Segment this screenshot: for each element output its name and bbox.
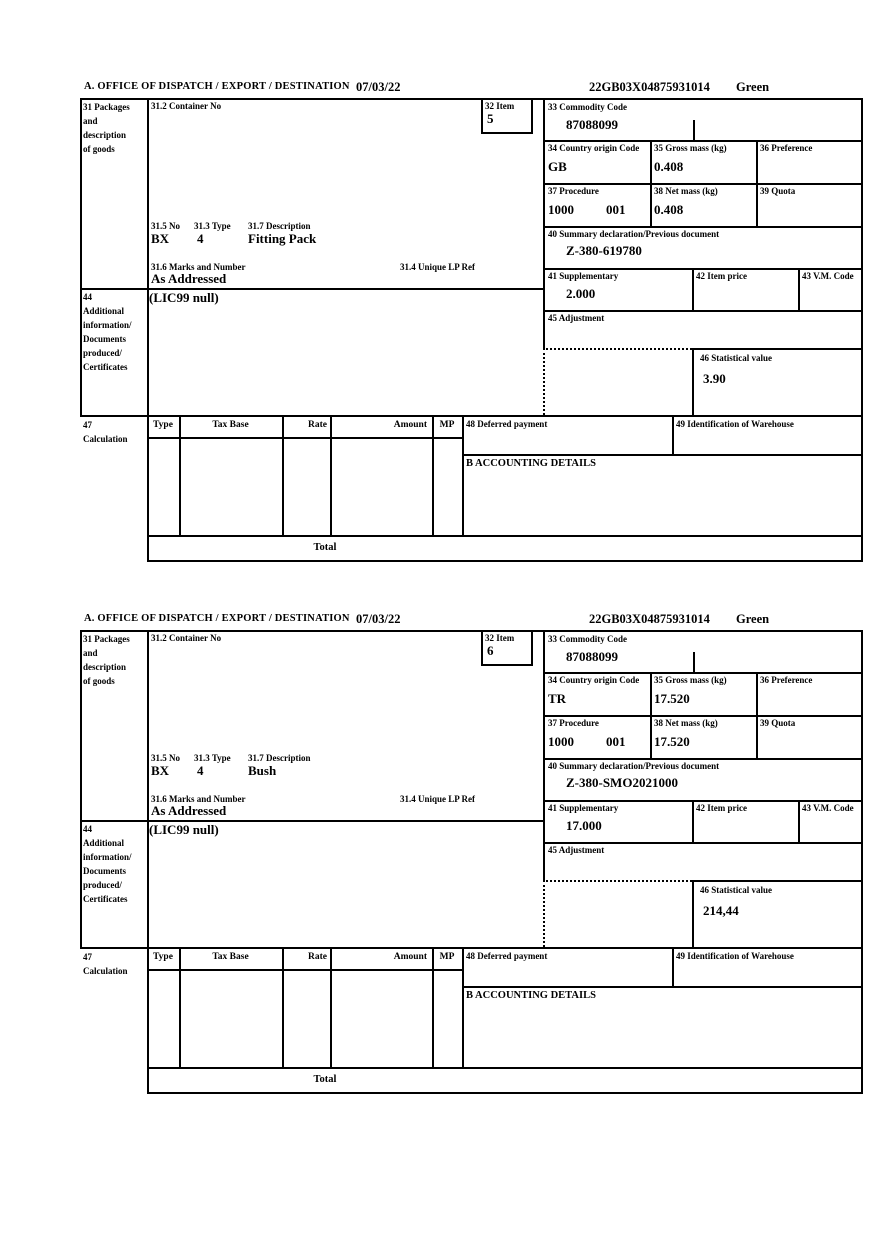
col-header-amount: Amount [393, 420, 427, 430]
divider [147, 560, 863, 562]
gross-mass-value: 17.520 [654, 691, 690, 706]
box44-label-line: information/ [83, 320, 132, 330]
marks-number-label: 31.6 Marks and Number [151, 262, 246, 272]
col-header-mp: MP [439, 952, 455, 962]
declaration-item-section [0, 612, 882, 1112]
preference-label: 36 Preference [760, 143, 813, 153]
divider [147, 437, 462, 439]
unique-lp-ref-label: 31.4 Unique LP Ref [400, 262, 476, 272]
box31-label-line: description [83, 662, 127, 672]
divider [531, 630, 533, 664]
package-type-value: 4 [197, 231, 204, 246]
net-mass-value: 0.408 [654, 202, 684, 217]
divider [80, 415, 863, 417]
container-no-label: 31.2 Container No [151, 101, 222, 111]
dotted-divider [543, 348, 692, 350]
box44-value: (LIC99 null) [149, 822, 219, 837]
warehouse-id-label: 49 Identification of Warehouse [676, 419, 794, 429]
description-value: Fitting Pack [248, 231, 317, 246]
divider [692, 268, 694, 310]
adjustment-label: 45 Adjustment [548, 845, 605, 855]
divider [543, 842, 863, 844]
procedure-label: 37 Procedure [548, 718, 599, 728]
box44-value: (LIC99 null) [149, 290, 219, 305]
statistical-value: 3.90 [703, 371, 726, 386]
statistical-value-label: 46 Statistical value [700, 885, 772, 895]
item-number-value: 6 [487, 643, 494, 658]
divider [481, 664, 533, 666]
divider [650, 672, 652, 758]
item-price-label: 42 Item price [696, 271, 747, 281]
commodity-code-label: 33 Commodity Code [548, 102, 627, 112]
divider [462, 986, 863, 988]
container-no-label: 31.2 Container No [151, 633, 222, 643]
marks-number-value: As Addressed [151, 271, 227, 286]
divider [462, 947, 464, 1067]
procedure-value: 1000 [548, 202, 574, 217]
country-origin-value: GB [548, 159, 567, 174]
divider [798, 800, 800, 842]
box47-label-line: Calculation [83, 966, 128, 976]
package-no-value: BX [151, 763, 170, 778]
box44-label-line: Certificates [83, 362, 128, 372]
box44-label-line: produced/ [83, 880, 122, 890]
dispatch-date: 07/03/22 [356, 80, 401, 94]
divider [543, 226, 863, 228]
box31-label-line: of goods [83, 676, 115, 686]
divider [330, 415, 332, 535]
marks-number-value: As Addressed [151, 803, 227, 818]
supplementary-value: 17.000 [566, 818, 602, 833]
package-type-label: 31.3 Type [194, 753, 231, 763]
divider [179, 415, 181, 535]
divider [672, 947, 674, 986]
col-header-rate: Rate [308, 420, 327, 430]
routing-status: Green [736, 612, 770, 626]
divider [543, 268, 863, 270]
box44-label-line: Additional [83, 306, 125, 316]
mrn-value: 22GB03X04875931014 [589, 612, 710, 626]
procedure-value-2: 001 [606, 202, 626, 217]
divider [692, 800, 694, 842]
box31-label-line: and [83, 116, 98, 126]
col-header-tax-base: Tax Base [212, 952, 249, 962]
col-header-tax-base: Tax Base [212, 420, 249, 430]
gross-mass-label: 35 Gross mass (kg) [654, 143, 727, 153]
country-origin-label: 34 Country origin Code [548, 143, 640, 153]
quota-label: 39 Quota [760, 186, 796, 196]
divider [543, 183, 863, 185]
description-value: Bush [248, 763, 277, 778]
statistical-value-label: 46 Statistical value [700, 353, 772, 363]
item-price-label: 42 Item price [696, 803, 747, 813]
divider [531, 98, 533, 132]
divider [147, 535, 863, 537]
box44-label-line: information/ [83, 852, 132, 862]
divider [543, 715, 863, 717]
country-origin-label: 34 Country origin Code [548, 675, 640, 685]
divider [80, 98, 82, 417]
box31-label-line: and [83, 648, 98, 658]
box44-label-line: 44 [83, 292, 92, 302]
office-of-dispatch-label: A. OFFICE OF DISPATCH / EXPORT / DESTINATION [84, 613, 350, 624]
divider [80, 98, 863, 100]
quota-label: 39 Quota [760, 718, 796, 728]
divider [147, 1067, 863, 1069]
divider [650, 140, 652, 226]
divider [481, 630, 483, 664]
divider [282, 415, 284, 535]
divider [692, 348, 863, 350]
total-label: Total [313, 542, 337, 553]
divider [481, 98, 483, 132]
divider [147, 630, 149, 1094]
divider [861, 630, 863, 1094]
divider [543, 800, 863, 802]
office-of-dispatch-label: A. OFFICE OF DISPATCH / EXPORT / DESTINATION [84, 81, 350, 92]
preference-label: 36 Preference [760, 675, 813, 685]
marks-number-label: 31.6 Marks and Number [151, 794, 246, 804]
previous-document-value: Z-380-619780 [566, 243, 642, 258]
statistical-value: 214,44 [703, 903, 739, 918]
procedure-value-2: 001 [606, 734, 626, 749]
package-type-value: 4 [197, 763, 204, 778]
unique-lp-ref-label: 31.4 Unique LP Ref [400, 794, 476, 804]
box44-label-line: produced/ [83, 348, 122, 358]
box47-label-line: Calculation [83, 434, 128, 444]
col-header-rate: Rate [308, 952, 327, 962]
commodity-code-label: 33 Commodity Code [548, 634, 627, 644]
item-number-value: 5 [487, 111, 494, 126]
commodity-code-value: 87088099 [566, 649, 618, 664]
box31-label-line: 31 Packages [83, 634, 130, 644]
divider [462, 454, 863, 456]
col-header-type: Type [153, 420, 173, 430]
box44-label-line: Certificates [83, 894, 128, 904]
supplementary-label: 41 Supplementary [548, 803, 619, 813]
commodity-code-value: 87088099 [566, 117, 618, 132]
description-label: 31.7 Description [248, 753, 311, 763]
vm-code-label: 43 V.M. Code [802, 271, 854, 281]
divider [543, 758, 863, 760]
mrn-value: 22GB03X04875931014 [589, 80, 710, 94]
accounting-details-label: B ACCOUNTING DETAILS [466, 990, 596, 1001]
divider [179, 947, 181, 1067]
box31-label-line: 31 Packages [83, 102, 130, 112]
divider [692, 880, 694, 947]
divider [692, 880, 863, 882]
divider [693, 120, 695, 140]
total-label: Total [313, 1074, 337, 1085]
adjustment-label: 45 Adjustment [548, 313, 605, 323]
divider [481, 132, 533, 134]
previous-document-label: 40 Summary declaration/Previous document [548, 761, 720, 771]
box44-label-line: Documents [83, 334, 126, 344]
package-no-label: 31.5 No [151, 221, 180, 231]
divider [693, 652, 695, 672]
warehouse-id-label: 49 Identification of Warehouse [676, 951, 794, 961]
divider [80, 630, 82, 949]
dotted-divider [543, 348, 545, 415]
supplementary-label: 41 Supplementary [548, 271, 619, 281]
previous-document-value: Z-380-SMO2021000 [566, 775, 678, 790]
divider [672, 415, 674, 454]
divider [462, 415, 464, 535]
net-mass-value: 17.520 [654, 734, 690, 749]
item-number-label: 32 Item [485, 101, 515, 111]
procedure-label: 37 Procedure [548, 186, 599, 196]
box47-label-line: 47 [83, 952, 92, 962]
net-mass-label: 38 Net mass (kg) [654, 186, 718, 196]
divider [432, 947, 434, 1067]
declaration-item-section [0, 80, 882, 580]
gross-mass-label: 35 Gross mass (kg) [654, 675, 727, 685]
deferred-payment-label: 48 Deferred payment [466, 419, 548, 429]
divider [543, 672, 863, 674]
package-type-label: 31.3 Type [194, 221, 231, 231]
divider [756, 672, 758, 758]
divider [543, 310, 863, 312]
divider [147, 98, 149, 562]
country-origin-value: TR [548, 691, 567, 706]
description-label: 31.7 Description [248, 221, 311, 231]
routing-status: Green [736, 80, 770, 94]
divider [147, 969, 462, 971]
col-header-type: Type [153, 952, 173, 962]
box44-label-line: Documents [83, 866, 126, 876]
dispatch-date: 07/03/22 [356, 612, 401, 626]
divider [80, 630, 863, 632]
divider [543, 98, 545, 348]
box47-label-line: 47 [83, 420, 92, 430]
gross-mass-value: 0.408 [654, 159, 684, 174]
supplementary-value: 2.000 [566, 286, 596, 301]
divider [80, 947, 863, 949]
box31-label-line: description [83, 130, 127, 140]
col-header-mp: MP [439, 420, 455, 430]
dotted-divider [543, 880, 545, 947]
vm-code-label: 43 V.M. Code [802, 803, 854, 813]
divider [798, 268, 800, 310]
divider [330, 947, 332, 1067]
divider [692, 348, 694, 415]
divider [147, 1092, 863, 1094]
deferred-payment-label: 48 Deferred payment [466, 951, 548, 961]
divider [282, 947, 284, 1067]
col-header-amount: Amount [393, 952, 427, 962]
divider [432, 415, 434, 535]
divider [543, 630, 545, 880]
divider [543, 140, 863, 142]
accounting-details-label: B ACCOUNTING DETAILS [466, 458, 596, 469]
previous-document-label: 40 Summary declaration/Previous document [548, 229, 720, 239]
procedure-value: 1000 [548, 734, 574, 749]
package-no-label: 31.5 No [151, 753, 180, 763]
net-mass-label: 38 Net mass (kg) [654, 718, 718, 728]
dotted-divider [543, 880, 692, 882]
divider [861, 98, 863, 562]
divider [756, 140, 758, 226]
package-no-value: BX [151, 231, 170, 246]
box44-label-line: Additional [83, 838, 125, 848]
item-number-label: 32 Item [485, 633, 515, 643]
box44-label-line: 44 [83, 824, 92, 834]
box31-label-line: of goods [83, 144, 115, 154]
